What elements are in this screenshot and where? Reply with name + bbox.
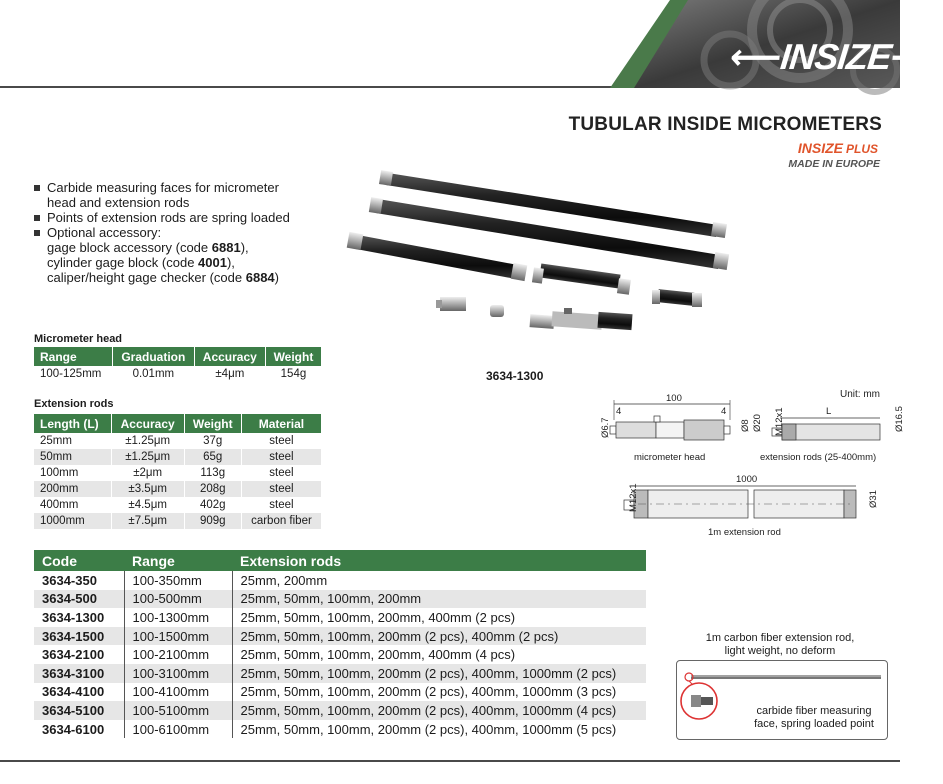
table-row: 100-125mm 0.01mm ±4μm 154g	[34, 366, 322, 382]
accessory-line: gage block accessory (code 6881),	[47, 240, 249, 255]
table-header: Accuracy	[194, 347, 265, 366]
table-header: Weight	[265, 347, 321, 366]
rod-medium	[347, 232, 528, 281]
table-row: 3634-5100 100-5100mm 25mm, 50mm, 100mm, 200mm (2 pcs), 400mm, 1000mm (4 pcs)	[34, 701, 646, 720]
micrometer-head-photo	[530, 308, 633, 330]
models-table	[34, 550, 646, 738]
spring-cap	[490, 305, 504, 317]
product-photo-caption: 3634-1300	[486, 369, 544, 383]
carbon-rod-detail-box	[676, 660, 888, 740]
page-title: TUBULAR INSIDE MICROMETERS	[568, 114, 882, 135]
rod-caption: extension rods (25-400mm)	[760, 452, 877, 463]
technical-drawings	[594, 390, 905, 540]
table-row: 3634-1500 100-1500mm 25mm, 50mm, 100mm, 200mm (2 pcs), 400mm (2 pcs)	[34, 627, 646, 646]
plus-brand: INSIZE	[797, 140, 843, 156]
unit-label: Unit: mm	[840, 389, 880, 400]
table-row: 400mm ±4.5μm 402g steel	[34, 497, 322, 513]
rod-short-1	[532, 264, 631, 295]
rod-length-dim: L	[826, 406, 832, 417]
rod-dia-dim: Ø16.5	[894, 406, 905, 432]
table-row: 3634-4100 100-4100mm 25mm, 50mm, 100mm, 200mm (2 pcs), 400mm, 1000mm (3 pcs)	[34, 683, 646, 702]
feature-list	[34, 180, 290, 285]
feature-item: Optional accessory: gage block accessory (code 6881), cylinder gage block (code 4001), caliper/height gage checker (code 6884)	[34, 225, 290, 285]
micrometer-head-table	[34, 347, 322, 382]
table-row: 3634-3100 100-3100mm 25mm, 50mm, 100mm, 200mm (2 pcs), 400mm, 1000mm (2 pcs)	[34, 664, 646, 683]
head-d3-dim: Ø20	[752, 414, 763, 432]
extension-rods-table	[34, 414, 322, 529]
head-right-dim: 4	[721, 406, 727, 417]
table-header: Accuracy	[111, 414, 184, 433]
head-drawing	[600, 393, 763, 463]
footer-rule	[0, 760, 900, 762]
insize-plus-logo	[798, 140, 878, 156]
table-row: 1000mm ±7.5μm 909g carbon fiber	[34, 513, 322, 529]
accessory-line: cylinder gage block (code 4001),	[47, 255, 235, 270]
brand-text: INSIZE	[778, 36, 893, 77]
head-d2-dim: Ø8	[740, 419, 751, 432]
carbon-note-title: 1m carbon fiber extension rod, light weight, no deform	[705, 632, 855, 657]
table-header: Material	[241, 414, 321, 433]
rod-thread-dim: M12x1	[774, 407, 785, 436]
feature-item: Carbide measuring faces for micrometer head and extension rods	[34, 180, 290, 210]
rod1m-drawing	[624, 474, 879, 518]
table-header: Weight	[184, 414, 241, 433]
table-row: 25mm ±1.25μm 37g steel	[34, 433, 322, 449]
table-header: Extension rods	[232, 550, 646, 571]
made-in-label: MADE IN EUROPE	[788, 158, 880, 170]
table-row: 3634-350 100-350mm 25mm, 200mm	[34, 571, 646, 590]
head-d1-dim: Ø6.7	[600, 417, 611, 438]
table-row: 3634-500 100-500mm 25mm, 50mm, 100mm, 200mm	[34, 590, 646, 609]
rod1m-length-dim: 1000	[736, 474, 758, 485]
rod-25mm	[436, 297, 466, 311]
table-row: 3634-2100 100-2100mm 25mm, 50mm, 100mm, 200mm, 400mm (4 pcs)	[34, 645, 646, 664]
feature-item: Points of extension rods are spring loaded	[34, 210, 290, 225]
rod1m-thread-dim: M12x1	[628, 483, 639, 512]
table-header: Length (L)	[34, 414, 111, 433]
table-row: 50mm ±1.25μm 65g steel	[34, 449, 322, 465]
head-caption: micrometer head	[634, 452, 706, 463]
head-length-dim: 100	[666, 393, 682, 404]
rod1m-caption: 1m extension rod	[708, 527, 781, 538]
table-row: 3634-6100 100-6100mm 25mm, 50mm, 100mm, 200mm (2 pcs), 400mm, 1000mm (5 pcs)	[34, 720, 646, 739]
header-rule	[0, 86, 652, 88]
table-header: Range	[34, 347, 112, 366]
insize-logo: ⟵INSIZE⟶	[727, 36, 943, 77]
table-row: 100mm ±2μm 113g steel	[34, 465, 322, 481]
product-photo	[340, 165, 750, 330]
plus-word: PLUS	[845, 142, 878, 156]
micrometer-head-title: Micrometer head	[34, 333, 123, 345]
table-header: Code	[34, 550, 124, 571]
rod-drawing	[760, 406, 905, 463]
accessory-line: caliper/height gage checker (code 6884)	[47, 270, 279, 285]
rod1m-dia-dim: Ø31	[868, 490, 879, 508]
table-header: Range	[124, 550, 232, 571]
table-header: Graduation	[112, 347, 194, 366]
head-left-dim: 4	[616, 406, 622, 417]
table-row: 200mm ±3.5μm 208g steel	[34, 481, 322, 497]
carbon-note-detail: carbide fiber measuring face, spring loaded point	[754, 705, 874, 730]
rod-short-2	[652, 289, 702, 307]
extension-rods-title: Extension rods	[34, 398, 114, 410]
table-row: 3634-1300 100-1300mm 25mm, 50mm, 100mm, 200mm, 400mm (2 pcs)	[34, 608, 646, 627]
